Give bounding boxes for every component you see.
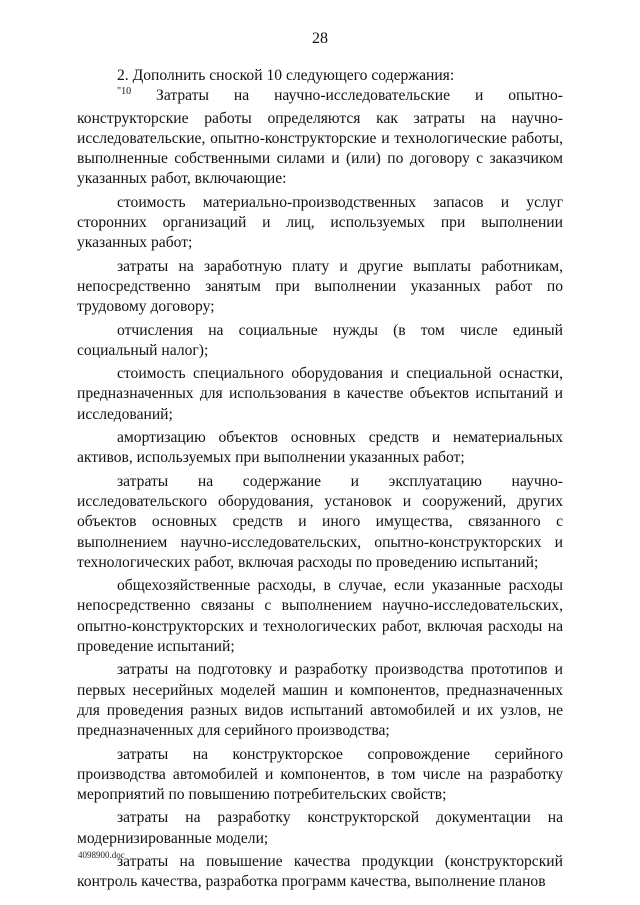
page-number: 28 <box>312 30 328 47</box>
paragraph-8: затраты на подготовку и разработку производства прототипов и первых несерийных моделей машин и компонентов, предназначенных для проведения разных видов испытаний автомобилей и их узлов, не предназначенных для серийного производства; <box>77 661 563 740</box>
paragraph-0 <box>77 86 563 189</box>
paragraph-7: общехозяйственные расходы, в случае, если указанные расходы непосредственно связаны с выполнением научно-исследовательских, опытно-конструкторских и технологических работ, включая расходы на проведение испытаний; <box>77 577 563 656</box>
paragraph-5: амортизацию объектов основных средств и нематериальных активов, используемых при выполнении указанных работ; <box>77 429 563 467</box>
paragraph-10: затраты на разработку конструкторской документации на модернизированные модели; <box>77 809 563 847</box>
paragraph-1: стоимость материально-производственных запасов и услуг сторонних организаций и лиц, используемых при выполнении указанных работ; <box>77 193 563 252</box>
paragraph-0-text: Затраты на научно-исследовательские и опытно-конструкторские работы определяются как затраты на научно-исследовательские, опытно-конструкторские и технологические работы, выполненные собственными силами и (или) по договору с заказчиком указанных работ, включающие: <box>77 87 563 188</box>
paragraph-4: стоимость специального оборудования и специальной оснастки, предназначенных для использования в качестве объектов испытаний и исследований; <box>77 365 563 423</box>
paragraph-9: затраты на конструкторское сопровождение серийного производства автомобилей и компонентов, в том числе на разработку мероприятий по повышению потребительских свойств; <box>77 745 563 804</box>
paragraph-3: отчисления на социальные нужды (в том числе единый социальный налог); <box>77 321 563 359</box>
amendment-heading: 2. Дополнить сноской 10 следующего содержания: <box>117 67 455 84</box>
paragraph-2: затраты на заработную плату и другие выплаты работникам, непосредственно занятым при выполнении указанных работ по трудовому договору; <box>77 257 563 316</box>
paragraph-11: затраты на повышение качества продукции (конструкторский контроль качества, разработка программ качества, выполнение планов <box>77 852 563 891</box>
file-name-footer: 4098900.doc <box>78 850 125 860</box>
paragraph-6: затраты на содержание и эксплуатацию научно-исследовательского оборудования, установок и сооружений, других объектов основных средств и иного имущества, связанного с выполнением научно-исследовательских, опытно-конструкторских и технологических работ, включая расходы по проведению испытаний; <box>77 472 563 571</box>
footnote-mark: "10 <box>117 86 132 98</box>
document-body <box>77 66 563 893</box>
